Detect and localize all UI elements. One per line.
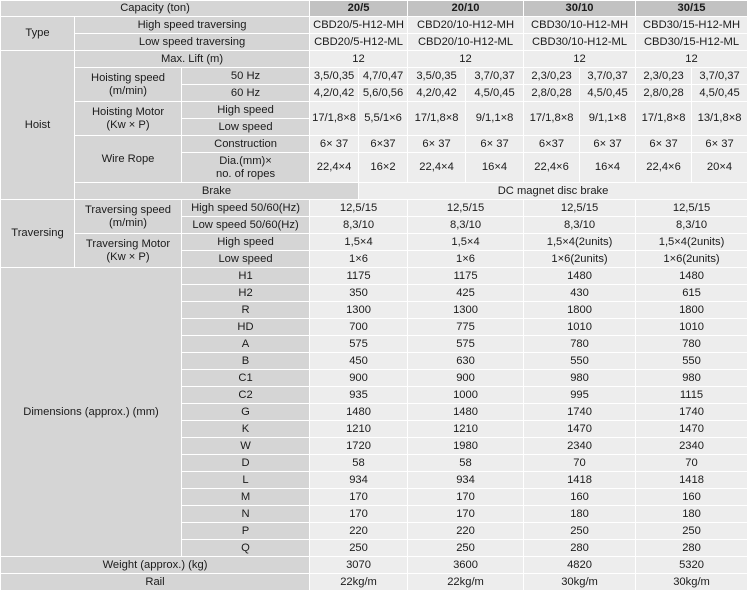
model-low: CBD20/5-H12-ML [310, 34, 408, 51]
dimension-value: 934 [310, 472, 408, 489]
dimension-value: 160 [636, 489, 748, 506]
rope-dia: 22,4×4 [310, 153, 359, 183]
dimension-value: 350 [310, 285, 408, 302]
trav-speed-high-row [1, 200, 748, 217]
dimension-value: 1470 [636, 421, 748, 438]
hz60-label: 60 Hz [182, 85, 310, 102]
dimension-name: N [182, 506, 310, 523]
dimension-value: 220 [310, 523, 408, 540]
dimension-value: 70 [636, 455, 748, 472]
model-low: CBD30/15-H12-ML [636, 34, 748, 51]
hoist-speed-60: 4,2/0,42 [310, 85, 359, 102]
dimension-name: K [182, 421, 310, 438]
capacity-row [1, 1, 748, 17]
dimension-value: 1210 [310, 421, 408, 438]
dimensions-body [1, 268, 748, 557]
dimension-name: D [182, 455, 310, 472]
rail-value: 22kg/m [310, 574, 408, 591]
trav-motor-low-label: Low speed [182, 251, 310, 268]
trav-speed-low: 8,3/10 [310, 217, 408, 234]
dimension-value: 180 [524, 506, 636, 523]
dimension-value: 1175 [408, 268, 524, 285]
dimension-name: HD [182, 319, 310, 336]
dimension-value: 775 [408, 319, 524, 336]
dimension-value: 980 [636, 370, 748, 387]
trav-speed-low-label: Low speed 50/60(Hz) [182, 217, 310, 234]
trav-speed-high: 12,5/15 [310, 200, 408, 217]
dimension-value: 170 [408, 506, 524, 523]
hoist-label: Hoist [1, 51, 75, 200]
capacity-20-10: 20/10 [408, 1, 524, 17]
dimension-value: 575 [310, 336, 408, 353]
dimension-name: G [182, 404, 310, 421]
dimension-value: 430 [524, 285, 636, 302]
hoist-speed-50: 3,5/0,35 [310, 68, 359, 85]
weight-row [1, 557, 748, 574]
model-high: CBD30/15-H12-MH [636, 17, 748, 34]
dimension-value: 70 [524, 455, 636, 472]
hoisting-speed-label: Hoisting speed (m/min) [75, 68, 182, 102]
rope-dia-label: Dia.(mm)× no. of ropes [182, 153, 310, 183]
rope-construction: 6×37 [359, 136, 408, 153]
dimension-value: 170 [310, 489, 408, 506]
dimension-value: 1010 [524, 319, 636, 336]
dimension-value: 250 [524, 523, 636, 540]
max-lift-value: 12 [524, 51, 636, 68]
dimension-value: 1000 [408, 387, 524, 404]
rope-dia: 16×2 [359, 153, 408, 183]
hoist-speed-60: 4,2/0,42 [408, 85, 466, 102]
dimension-name: W [182, 438, 310, 455]
dimension-value: 58 [310, 455, 408, 472]
trav-motor-low: 1×6(2units) [636, 251, 748, 268]
dimension-value: 1470 [524, 421, 636, 438]
dimension-value: 1980 [408, 438, 524, 455]
dimension-value: 1175 [310, 268, 408, 285]
hoist-motor-value: 9/1,1×8 [580, 102, 636, 136]
dimension-value: 1800 [636, 302, 748, 319]
construction-label: Construction [182, 136, 310, 153]
type-high-label: High speed traversing [75, 17, 310, 34]
weight-value: 3070 [310, 557, 408, 574]
model-low: CBD20/10-H12-ML [408, 34, 524, 51]
hoist-speed-50: 3,7/0,37 [580, 68, 636, 85]
hoist-motor-value: 17/1,8×8 [408, 102, 466, 136]
dimension-name: B [182, 353, 310, 370]
dimension-value: 900 [310, 370, 408, 387]
hoist-motor-low-label: Low speed [182, 119, 310, 136]
dimension-name: H1 [182, 268, 310, 285]
dimension-value: 700 [310, 319, 408, 336]
brake-value: DC magnet disc brake [359, 183, 748, 200]
hoist-speed-60: 4,5/0,45 [466, 85, 524, 102]
rail-row [1, 574, 748, 591]
hoist-motor-value: 5,5/1×6 [359, 102, 408, 136]
dimension-value: 2340 [524, 438, 636, 455]
dimension-name: M [182, 489, 310, 506]
type-low-row [1, 34, 748, 51]
rope-construction: 6× 37 [636, 136, 692, 153]
trav-speed-low: 8,3/10 [636, 217, 748, 234]
model-high: CBD30/10-H12-MH [524, 17, 636, 34]
dimension-value: 425 [408, 285, 524, 302]
hoist-motor-value: 9/1,1×8 [466, 102, 524, 136]
dimension-value: 780 [524, 336, 636, 353]
rope-construction: 6× 37 [310, 136, 359, 153]
rope-construction: 6× 37 [408, 136, 466, 153]
rope-construction: 6× 37 [580, 136, 636, 153]
capacity-30-10: 30/10 [524, 1, 636, 17]
dimension-value: 160 [524, 489, 636, 506]
hoist-motor-value: 13/1,8×8 [692, 102, 748, 136]
max-lift-value: 12 [310, 51, 408, 68]
wire-rope-label: Wire Rope [75, 136, 182, 183]
max-lift-row [1, 51, 748, 68]
brake-label: Brake [75, 183, 359, 200]
hoist-speed-60: 2,8/0,28 [524, 85, 580, 102]
dimension-value: 280 [636, 540, 748, 557]
dimension-value: 220 [408, 523, 524, 540]
brake-row [1, 183, 748, 200]
rail-value: 22kg/m [408, 574, 524, 591]
hoist-motor-value: 17/1,8×8 [636, 102, 692, 136]
trav-motor-low: 1×6(2units) [524, 251, 636, 268]
dimension-row [1, 268, 748, 285]
trav-motor-high-label: High speed [182, 234, 310, 251]
trav-motor-high: 1,5×4(2units) [524, 234, 636, 251]
rope-construction: 6× 37 [466, 136, 524, 153]
trav-speed-label: Traversing speed (m/min) [75, 200, 182, 234]
rope-construction: 6× 37 [692, 136, 748, 153]
dimension-value: 180 [636, 506, 748, 523]
rail-value: 30kg/m [636, 574, 748, 591]
dimension-value: 615 [636, 285, 748, 302]
hoist-speed-60: 4,5/0,45 [692, 85, 748, 102]
hoist-speed-50: 2,3/0,23 [636, 68, 692, 85]
dimension-value: 450 [310, 353, 408, 370]
dimension-value: 780 [636, 336, 748, 353]
dimension-value: 900 [408, 370, 524, 387]
dimension-value: 58 [408, 455, 524, 472]
rope-dia: 22,4×6 [524, 153, 580, 183]
dimension-name: C1 [182, 370, 310, 387]
dimension-value: 1115 [636, 387, 748, 404]
dimension-value: 1300 [310, 302, 408, 319]
trav-speed-low: 8,3/10 [408, 217, 524, 234]
dimension-value: 935 [310, 387, 408, 404]
rope-dia: 20×4 [692, 153, 748, 183]
rope-dia: 16×4 [580, 153, 636, 183]
dimension-name: A [182, 336, 310, 353]
dimension-value: 995 [524, 387, 636, 404]
hoist-speed-50: 3,7/0,37 [466, 68, 524, 85]
hoist-motor-value: 17/1,8×8 [524, 102, 580, 136]
capacity-20-5: 20/5 [310, 1, 408, 17]
trav-speed-low: 8,3/10 [524, 217, 636, 234]
hoist-speed-60: 5,6/0,56 [359, 85, 408, 102]
dimension-value: 550 [524, 353, 636, 370]
dimension-value: 280 [524, 540, 636, 557]
dimension-value: 550 [636, 353, 748, 370]
dimension-value: 170 [408, 489, 524, 506]
trav-speed-high-label: High speed 50/60(Hz) [182, 200, 310, 217]
weight-value: 4820 [524, 557, 636, 574]
hoist-speed-50: 4,7/0,47 [359, 68, 408, 85]
hoist-speed-60: 2,8/0,28 [636, 85, 692, 102]
capacity-30-15: 30/15 [636, 1, 748, 17]
dimension-value: 1740 [524, 404, 636, 421]
rope-dia: 22,4×4 [408, 153, 466, 183]
trav-motor-label: Traversing Motor (Kw × P) [75, 234, 182, 268]
rail-value: 30kg/m [524, 574, 636, 591]
dimension-value: 630 [408, 353, 524, 370]
model-high: CBD20/10-H12-MH [408, 17, 524, 34]
dimension-value: 1800 [524, 302, 636, 319]
model-high: CBD20/5-H12-MH [310, 17, 408, 34]
dimension-value: 250 [636, 523, 748, 540]
trav-speed-high: 12,5/15 [636, 200, 748, 217]
trav-motor-high: 1,5×4 [310, 234, 408, 251]
weight-value: 5320 [636, 557, 748, 574]
dimension-value: 1418 [636, 472, 748, 489]
dimension-name: C2 [182, 387, 310, 404]
hoist-speed-60: 4,5/0,45 [580, 85, 636, 102]
trav-motor-high: 1,5×4 [408, 234, 524, 251]
dimension-value: 1300 [408, 302, 524, 319]
dimension-value: 1418 [524, 472, 636, 489]
dimension-value: 1480 [524, 268, 636, 285]
trav-speed-high: 12,5/15 [408, 200, 524, 217]
rail-label: Rail [1, 574, 310, 591]
rope-construction: 6×37 [524, 136, 580, 153]
hoist-speed-50: 3,7/0,37 [692, 68, 748, 85]
rope-dia: 16×4 [466, 153, 524, 183]
dimension-name: P [182, 523, 310, 540]
hoisting-motor-label: Hoisting Motor (Kw × P) [75, 102, 182, 136]
dimension-value: 1480 [310, 404, 408, 421]
hoist-speed-50-row [1, 68, 748, 85]
dimension-value: 250 [408, 540, 524, 557]
dimension-value: 1740 [636, 404, 748, 421]
dimension-value: 1010 [636, 319, 748, 336]
type-label: Type [1, 17, 75, 51]
dimension-value: 1480 [636, 268, 748, 285]
dimension-name: Q [182, 540, 310, 557]
hoist-speed-50: 2,3/0,23 [524, 68, 580, 85]
dimension-value: 575 [408, 336, 524, 353]
trav-speed-high: 12,5/15 [524, 200, 636, 217]
dimensions-label: Dimensions (approx.) (mm) [1, 268, 182, 557]
dimension-value: 250 [310, 540, 408, 557]
dimension-value: 1210 [408, 421, 524, 438]
hoist-motor-high-row [1, 102, 748, 119]
trav-motor-low: 1×6 [408, 251, 524, 268]
type-high-row [1, 17, 748, 34]
hoist-motor-value: 17/1,8×8 [310, 102, 359, 136]
type-low-label: Low speed traversing [75, 34, 310, 51]
model-low: CBD30/10-H12-ML [524, 34, 636, 51]
dimension-name: L [182, 472, 310, 489]
rope-dia: 22,4×6 [636, 153, 692, 183]
trav-motor-high-row [1, 234, 748, 251]
dimension-value: 980 [524, 370, 636, 387]
dimension-value: 1480 [408, 404, 524, 421]
hz50-label: 50 Hz [182, 68, 310, 85]
dimension-value: 934 [408, 472, 524, 489]
capacity-label: Capacity (ton) [1, 1, 310, 17]
max-lift-value: 12 [636, 51, 748, 68]
traversing-label: Traversing [1, 200, 75, 268]
max-lift-label: Max. Lift (m) [75, 51, 310, 68]
dimension-value: 2340 [636, 438, 748, 455]
dimension-value: 170 [310, 506, 408, 523]
dimension-value: 1720 [310, 438, 408, 455]
weight-label: Weight (approx.) (kg) [1, 557, 310, 574]
hoist-motor-high-label: High speed [182, 102, 310, 119]
trav-motor-low: 1×6 [310, 251, 408, 268]
max-lift-value: 12 [408, 51, 524, 68]
dimension-name: H2 [182, 285, 310, 302]
weight-value: 3600 [408, 557, 524, 574]
hoist-speed-50: 3,5/0,35 [408, 68, 466, 85]
trav-motor-high: 1,5×4(2units) [636, 234, 748, 251]
dimension-name: R [182, 302, 310, 319]
rope-construction-row [1, 136, 748, 153]
